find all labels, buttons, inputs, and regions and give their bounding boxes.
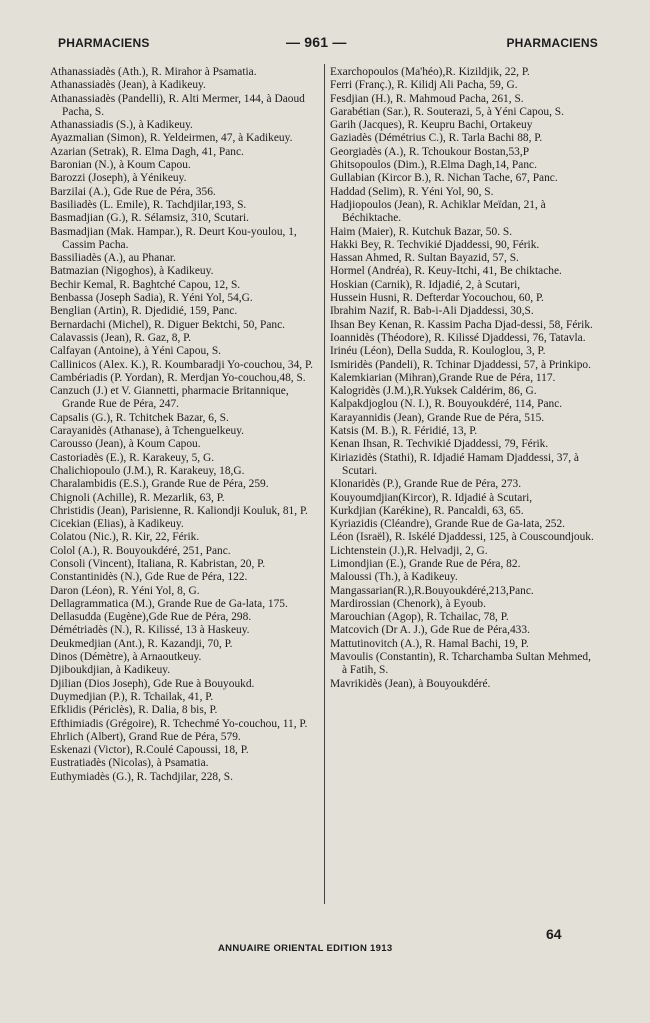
directory-entry: Capsalis (G.), R. Tchitchek Bazar, 6, S.: [50, 411, 229, 424]
directory-entry: Athanassiadès (Ath.), R. Mirahor à Psamatia.: [50, 66, 257, 78]
directory-entry: Deukmedjian (Ant.), R. Kazandji, 70, P.: [50, 637, 233, 650]
directory-entry: Chignoli (Achille), R. Mezarlik, 63, P.: [50, 491, 225, 504]
directory-entry: Dellasudda (Eugène),Gde Rue de Péra, 298.: [50, 611, 252, 624]
directory-entry: Kiriazidès (Stathi), R. Idjadié Hamam Djaddessi, 37, à Scutari.: [330, 451, 579, 477]
directory-entry: Basmadjian (G.), R. Sélamsiz, 310, Scutari.: [50, 212, 249, 225]
directory-entry: Bassiliadès (A.), au Phanar.: [50, 252, 176, 265]
directory-entry: Ihsan Bey Kenan, R. Kassim Pacha Djad-dessi, 58, Férik.: [330, 318, 593, 331]
directory-entry: Colatou (Nic.), R. Kir, 22, Férik.: [50, 531, 200, 544]
directory-entry: Mattutinovitch (A.), R. Hamal Bachi, 19, P.: [330, 637, 529, 650]
directory-entry: Fesdjian (H.), R. Mahmoud Pacha, 261, S.: [330, 92, 524, 105]
directory-entry: Efthimiadis (Grégoire), R. Tchechmé Yo-couchou, 11, P.: [50, 717, 308, 730]
directory-entry: Azarian (Setrak), R. Elma Dagh, 41, Panc.: [50, 145, 244, 158]
page-header: [58, 34, 598, 54]
directory-entry: Carousso (Jean), à Koum Capou.: [50, 438, 201, 451]
directory-entry: Christidis (Jean), Parisienne, R. Kaliondji Kouluk, 81, P.: [50, 504, 308, 517]
directory-entry: Kalogridès (J.M.),R.Yuksek Caldérim, 86, G.: [330, 385, 537, 398]
directory-entry: Katsis (M. B.), R. Féridié, 13, P.: [330, 425, 478, 438]
directory-entry: Efklidis (Périclès), R. Dalia, 8 bis, P.: [50, 704, 218, 717]
header-left-title: PHARMACIENS: [58, 36, 150, 50]
directory-entry: Ehrlich (Albert), Grand Rue de Péra, 579.: [50, 730, 241, 743]
directory-entry: Garabétian (Sar.), R. Souterazi, 5, à Yéni Capou, S.: [330, 105, 564, 118]
directory-entry: Ibrahim Nazif, R. Bab-i-Ali Djaddessi, 30,S.: [330, 305, 534, 318]
directory-entry: Gullabian (Kircor B.), R. Nichan Tache, 67, Panc.: [330, 172, 558, 185]
directory-entry: Hassan Ahmed, R. Sultan Bayazid, 57, S.: [330, 252, 519, 265]
directory-entry: Hussein Husni, R. Defterdar Yocouchou, 60, P.: [330, 292, 544, 305]
directory-entry: Irinéu (Léon), Della Sudda, R. Kouloglou, 3, P.: [330, 345, 546, 358]
directory-entry: Klonaridès (P.), Grande Rue de Péra, 273.: [330, 478, 522, 491]
page-footer: ANNUAIRE ORIENTAL EDITION 1913: [218, 943, 393, 954]
directory-entry: Mavoulis (Constantin), R. Tcharchamba Sultan Mehmed, à Fatih, S.: [330, 651, 591, 677]
directory-entry: Calavassis (Jean), R. Gaz, 8, P.: [50, 331, 192, 344]
directory-entry: Haddad (Selim), R. Yéni Yol, 90, S.: [330, 185, 494, 198]
directory-entry: Haim (Maier), R. Kutchuk Bazar, 50. S.: [330, 225, 513, 238]
directory-entry: Athanassiadis (S.), à Kadikeuy.: [50, 119, 193, 132]
directory-entry: Baronian (N.), à Koum Capou.: [50, 159, 191, 172]
directory-entry: Hadjiopoulos (Jean), R. Achiklar Meïdan, 21, à Béchiktache.: [330, 198, 546, 225]
directory-entry: Bechir Kemal, R. Baghtché Capou, 12, S.: [50, 278, 241, 291]
directory-entry: Limondjian (E.), Grande Rue de Péra, 82.: [330, 557, 521, 570]
directory-entry: Dellagrammatica (M.), Grande Rue de Ga-lata, 175.: [50, 597, 288, 610]
directory-entry: Gaziadès (Démétrius C.), R. Tarla Bachi 88, P.: [330, 132, 543, 145]
directory-entry: Eustratiadès (Nicolas), à Psamatia.: [50, 757, 209, 770]
directory-entry: Constantinidès (N.), Gde Rue de Péra, 122.: [50, 571, 248, 584]
directory-entry: Kyriazidis (Cléandre), Grande Rue de Ga-lata, 252.: [330, 518, 565, 531]
directory-entry: Exarchopoulos (Ma'héo),R. Kizildjik, 22, P.: [330, 66, 530, 78]
directory-entry: Garih (Jacques), R. Keupru Bachi, Ortakeuy: [330, 119, 533, 132]
directory-entry: Karayannidis (Jean), Grande Rue de Péra, 515.: [330, 411, 545, 424]
directory-entry: Castoriadès (E.), R. Karakeuy, 5, G.: [50, 451, 215, 464]
directory-entry: Hakki Bey, R. Techvikié Djaddessi, 90, Férik.: [330, 238, 540, 251]
directory-entry: Barzilai (A.), Gde Rue de Péra, 356.: [50, 185, 216, 198]
directory-entry: Lichtenstein (J.),R. Helvadji, 2, G.: [330, 544, 488, 557]
directory-entry: Léon (Israël), R. Iskélé Djaddessi, 125, à Couscoundjouk.: [330, 531, 594, 544]
directory-entry: Carayanidès (Athanase), à Tchenguelkeuy.: [50, 425, 245, 438]
directory-entry: Euthymiadès (G.), R. Tachdjilar, 228, S.: [50, 770, 233, 783]
directory-entry: Barozzi (Joseph), à Yénikeuy.: [50, 172, 187, 185]
directory-entry: Ayazmalian (Simon), R. Yeldeirmen, 47, à Kadikeuy.: [50, 132, 293, 145]
directory-entry: Batmazian (Nigoghos), à Kadikeuy.: [50, 265, 214, 278]
right-column: [330, 66, 598, 691]
directory-entry: Benglian (Artin), R. Djedidié, 159, Panc.: [50, 305, 238, 318]
directory-entry: Benbassa (Joseph Sadia), R. Yéni Yol, 54,G.: [50, 292, 253, 305]
directory-entry: Kouyoumdjian(Kircor), R. Idjadié à Scutari,: [330, 491, 533, 504]
directory-entry: Dinos (Démètre), à Arnaoutkeuy.: [50, 651, 202, 664]
directory-entry: Mavrikidès (Jean), à Bouyoukdéré.: [330, 677, 491, 690]
header-right-title: PHARMACIENS: [506, 36, 598, 50]
directory-entry: Cambériadis (P. Yordan), R. Merdjan Yo-couchou,48, S.: [50, 371, 306, 384]
directory-entry: Bernardachi (Michel), R. Diguer Bektchi, 50, Panc.: [50, 318, 286, 331]
directory-entry: Canzuch (J.) et V. Giannetti, pharmacie Britannique, Grande Rue de Péra, 247.: [50, 385, 289, 411]
directory-entry: Maloussi (Th.), à Kadikeuy.: [330, 571, 458, 584]
left-column: [50, 66, 318, 784]
directory-entry: Cicekian (Elias), à Kadikeuy.: [50, 518, 184, 531]
column-divider: [324, 64, 325, 904]
directory-entry: Marouchian (Agop), R. Tchailac, 78, P.: [330, 611, 509, 624]
header-page-number: — 961 —: [286, 34, 347, 50]
directory-entry: Kalemkiarian (Mihran),Grande Rue de Péra, 117.: [330, 371, 556, 384]
directory-entry: Kalpakdjoglou (N. I.), R. Bouyoukdéré, 114, Panc.: [330, 398, 563, 411]
directory-entry: Ghitsopoulos (Dim.), R.Elma Dagh,14, Panc.: [330, 159, 537, 172]
directory-entry: Consoli (Vincent), Italiana, R. Kabristan, 20, P.: [50, 557, 266, 570]
directory-entry: Kenan Ihsan, R. Techvikié Djaddessi, 79, Férik.: [330, 438, 549, 451]
directory-entry: Callinicos (Alex. K.), R. Koumbaradji Yo-couchou, 34, P.: [50, 358, 313, 371]
directory-entry: Georgiadès (A.), R. Tchoukour Bostan,53,P: [330, 145, 530, 158]
directory-entry: Duymedjian (P.), R. Tchailak, 41, P.: [50, 690, 214, 703]
directory-entry: Athanassiadès (Pandelli), R. Alti Mermer, 144, à Daoud Pacha, S.: [50, 92, 305, 118]
directory-entry: Hormel (Andréa), R. Keuy-Itchi, 41, Be chiktache.: [330, 265, 562, 278]
directory-entry: Hoskian (Carnik), R. Idjadié, 2, à Scutari,: [330, 278, 521, 291]
directory-entry: Ferri (Franç.), R. Kilidj Ali Pacha, 59, G.: [330, 79, 518, 92]
directory-entry: Calfayan (Antoine), à Yéni Capou, S.: [50, 345, 222, 358]
directory-entry: Mardirossian (Chenork), à Eyoub.: [330, 597, 486, 610]
directory-entry: Chalichiopoulo (J.M.), R. Karakeuy, 18,G.: [50, 464, 245, 477]
directory-entry: Basiliadès (L. Emile), R. Tachdjilar,193, S.: [50, 198, 247, 211]
directory-entry: Démétriadès (N.), R. Kilissé, 13 à Haskeuy.: [50, 624, 250, 637]
folio-number: 64: [546, 926, 562, 942]
directory-entry: Ioannidès (Théodore), R. Kilissé Djaddessi, 76, Tatavla.: [330, 331, 586, 344]
directory-entry: Charalambidis (E.S.), Grande Rue de Péra, 259.: [50, 478, 269, 491]
directory-entry: Kurkdjian (Karékine), R. Pancaldi, 63, 65.: [330, 504, 524, 517]
directory-entry: Djiboukdjian, à Kadikeuy.: [50, 664, 171, 677]
directory-entry: Colol (A.), R. Bouyoukdéré, 251, Panc.: [50, 544, 231, 557]
directory-entry: Eskenazi (Victor), R.Coulé Capoussi, 18, P.: [50, 744, 249, 757]
directory-entry: Athanassiadès (Jean), à Kadikeuy.: [50, 79, 206, 92]
directory-entry: Ismiridès (Pandeli), R. Tchinar Djaddessi, 57, à Prinkipo.: [330, 358, 591, 371]
directory-entry: Matcovich (Dr A. J.), Gde Rue de Péra,433.: [330, 624, 530, 637]
directory-entry: Basmadjian (Mak. Hampar.), R. Deurt Kou-youlou, 1, Cassim Pacha.: [50, 225, 297, 251]
directory-entry: Djilian (Dios Joseph), Gde Rue à Bouyoukd.: [50, 677, 255, 690]
directory-entry: Mangassarian(R.),R.Bouyoukdéré,213,Panc.: [330, 584, 534, 597]
directory-entry: Daron (Léon), R. Yéni Yol, 8, G.: [50, 584, 200, 597]
